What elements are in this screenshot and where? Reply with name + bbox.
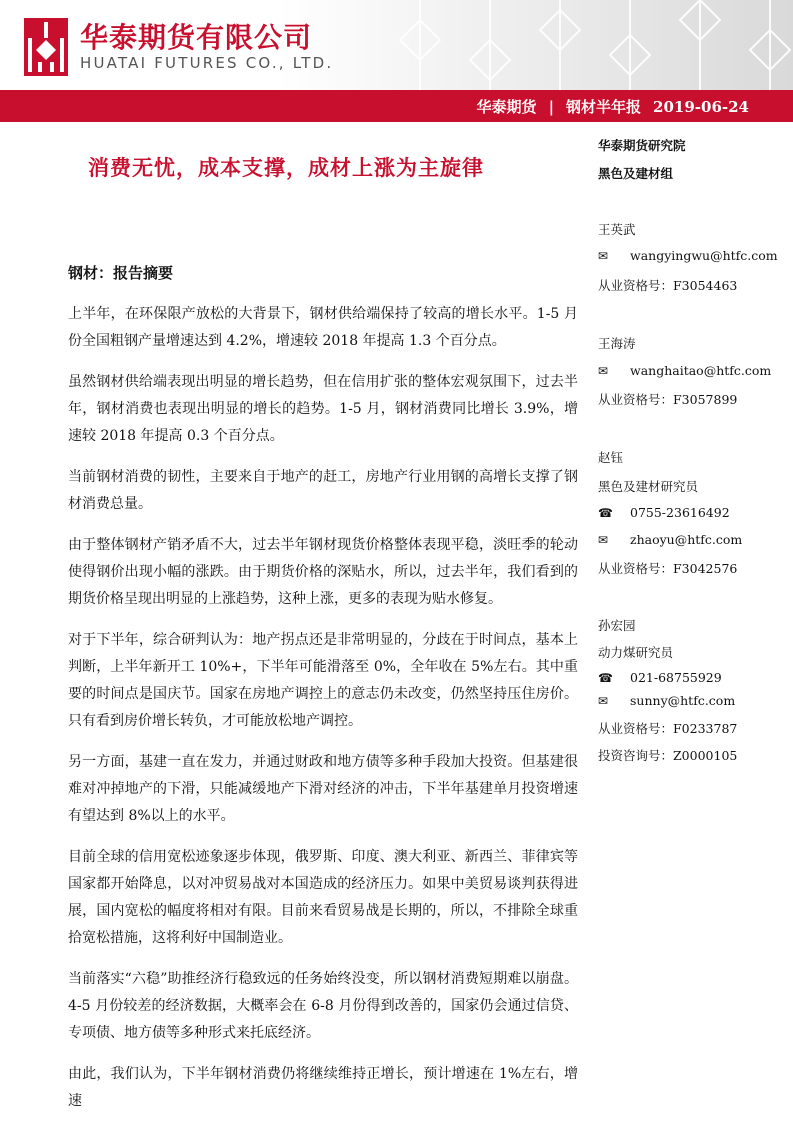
paragraph: 目前全球的信用宽松迹象逐步体现，俄罗斯、印度、澳大利亚、新西兰、菲律宾等国家都开始降息，以对冲贸易战对本国造成的经济压力。如果中美贸易谈判获得进展，国内宽松的幅度将相对有限。目前来看贸易战是长期的，所以，不排除全球重拾宽松措施，这将利好中国制造业。 xyxy=(68,849,578,946)
banner-separator: | xyxy=(548,98,555,116)
analyst-email[interactable]: wangyingwu@htfc.com xyxy=(630,248,778,263)
analyst-license: 从业资格号：F0233787 xyxy=(598,721,738,736)
analyst-email-row xyxy=(598,248,778,263)
banner-date: 2019-06-24 xyxy=(653,98,749,116)
email-icon: ✉ xyxy=(598,533,609,547)
email-icon: ✉ xyxy=(598,364,609,378)
analyst-license: 从业资格号：F3057899 xyxy=(598,392,738,407)
report-banner-text xyxy=(471,96,755,117)
analyst-phone-row xyxy=(598,670,722,685)
analyst-name: 孙宏园 xyxy=(598,618,636,633)
paragraph: 当前落实“六稳”助推经济行稳致远的任务始终没变，所以钢材消费短期难以崩盘。4-5 月份较差的经济数据，大概率会在 6-8 月份得到改善的，国家仍会通过信贷、专项债、地方债等多种形式来托底经济。 xyxy=(68,971,578,1041)
analyst-role: 动力煤研究员 xyxy=(598,645,674,660)
paragraph: 由于整体钢材产销矛盾不大，过去半年钢材现货价格整体表现平稳，淡旺季的轮动使得钢价出现小幅的涨跌。由于期货价格的深贴水，所以，过去半年，我们看到的期货价格呈现出明显的上涨趋势，这种上涨，更多的表现为贴水修复。 xyxy=(68,537,578,607)
paragraph: 当前钢材消费的韧性，主要来自于地产的赶工，房地产行业用钢的高增长支撑了钢材消费总量。 xyxy=(68,469,578,512)
paragraph: 虽然钢材供给端表现出明显的增长趋势，但在信用扩张的整体宏观氛围下，过去半年，钢材消费也表现出明显的增长的趋势。1-5 月，钢材消费同比增长 3.9%，增速较 2018 年提高 0.3 个百分点。 xyxy=(68,374,578,444)
analyst-email[interactable]: zhaoyu@htfc.com xyxy=(630,532,743,547)
analyst-phone: 021-68755929 xyxy=(630,670,722,685)
section-title: 钢材：报告摘要 xyxy=(68,264,174,282)
huatai-logo-icon xyxy=(24,18,68,76)
sidebar-org: 华泰期货研究院 xyxy=(598,138,686,153)
paragraph: 另一方面，基建一直在发力，并通过财政和地方债等多种手段加大投资。但基建很难对冲掉地产的下滑，只能减缓地产下滑对经济的冲击，下半年基建单月投资增速有望达到 8%以上的水平。 xyxy=(68,754,578,824)
phone-icon: ☎ xyxy=(598,506,613,520)
analyst-phone-row xyxy=(598,505,730,520)
company-name-cn: 华泰期货有限公司 xyxy=(80,21,313,54)
company-name-en: HUATAI FUTURES CO., LTD. xyxy=(80,54,334,72)
phone-icon: ☎ xyxy=(598,671,613,685)
email-icon: ✉ xyxy=(598,249,609,263)
analyst-name: 王海涛 xyxy=(598,336,636,351)
analyst-name: 王英武 xyxy=(598,222,636,237)
page-header xyxy=(0,0,793,90)
sidebar-group: 黑色及建材组 xyxy=(598,166,674,181)
summary-body xyxy=(68,301,578,1129)
analyst-email-row xyxy=(598,363,771,378)
analyst-email-row xyxy=(598,532,742,547)
report-banner xyxy=(0,90,793,122)
analyst-advisory-license: 投资咨询号：Z0000105 xyxy=(598,748,738,763)
analyst-email[interactable]: sunny@htfc.com xyxy=(630,693,736,708)
banner-company: 华泰期货 xyxy=(476,98,537,116)
header-decoration xyxy=(360,0,793,90)
analyst-license: 从业资格号：F3042576 xyxy=(598,561,738,576)
analyst-phone: 0755-23616492 xyxy=(630,505,730,520)
email-icon: ✉ xyxy=(598,694,609,708)
paragraph: 上半年，在环保限产放松的大背景下，钢材供给端保持了较高的增长水平。1-5 月份全国粗钢产量增速达到 4.2%，增速较 2018 年提高 1.3 个百分点。 xyxy=(68,306,578,349)
analyst-email-row xyxy=(598,693,735,708)
analyst-name: 赵钰 xyxy=(598,450,624,465)
analyst-license: 从业资格号：F3054463 xyxy=(598,278,738,293)
paragraph: 由此，我们认为，下半年钢材消费仍将继续维持正增长，预计增速在 1%左右，增速 xyxy=(68,1066,578,1109)
banner-report-type: 钢材半年报 xyxy=(566,98,642,116)
analyst-role: 黑色及建材研究员 xyxy=(598,479,699,494)
analyst-email[interactable]: wanghaitao@htfc.com xyxy=(630,363,772,378)
report-title: 消费无忧，成本支撑，成材上涨为主旋律 xyxy=(88,155,484,180)
paragraph: 对于下半年，综合研判认为：地产拐点还是非常明显的，分歧在于时间点，基本上判断，上半年新开工 10%+，下半年可能滑落至 0%，全年收在 5%左右。其中重要的时间点是国庆节。国家在房地产调控上的意志仍未改变，仍然坚持压住房价。只有看到房价增长转负，才可能放松地产调控。 xyxy=(68,632,578,729)
